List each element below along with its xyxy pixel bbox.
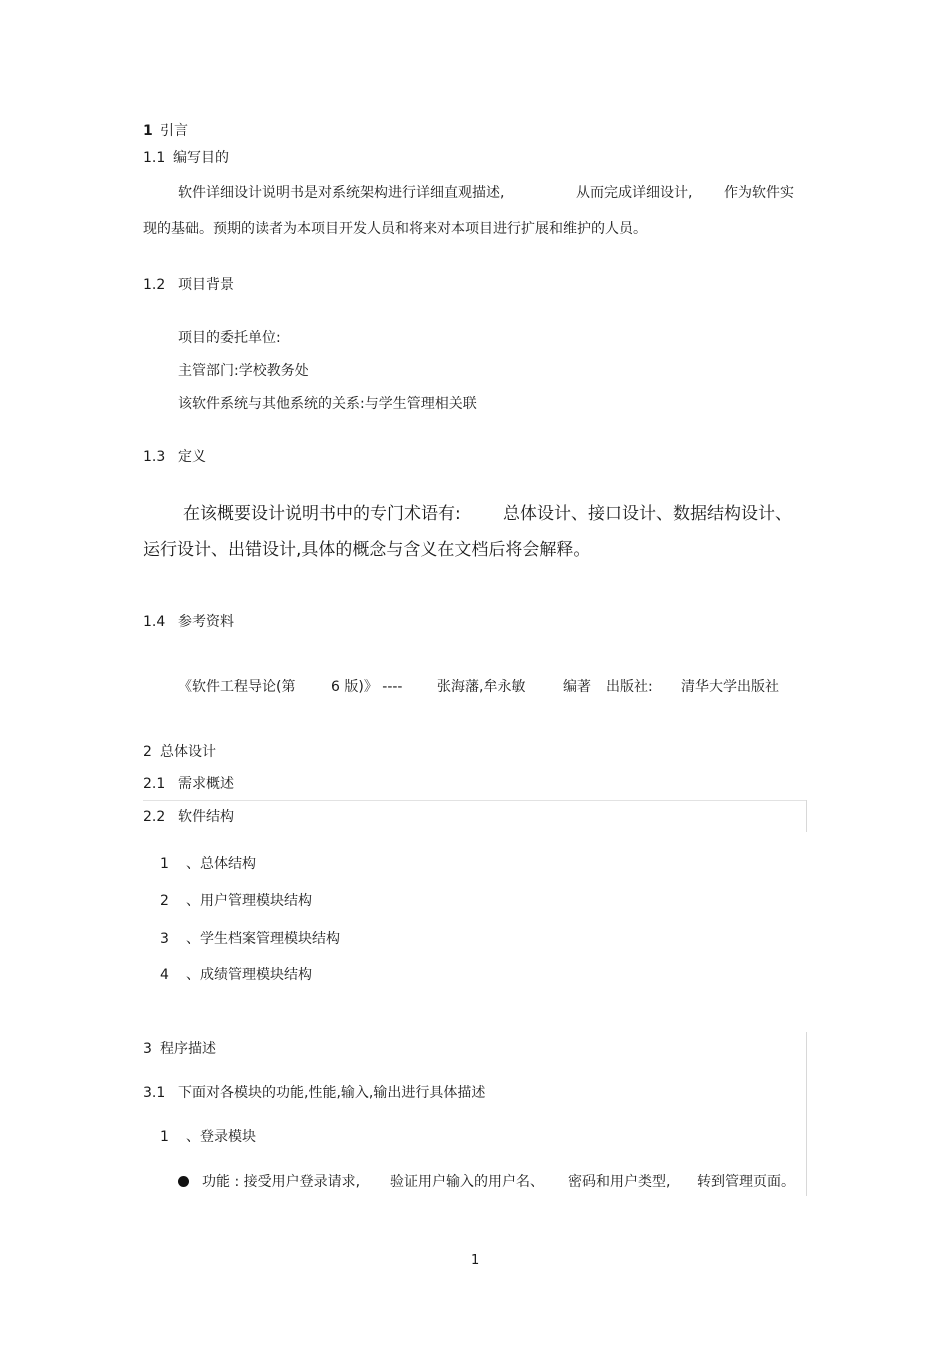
subsection-number: 1.2 [143,277,166,293]
section-title: 程序描述 [160,1041,216,1057]
list-item-label: 、学生档案管理模块结构 [186,931,340,947]
function-text: 功能 : 接受用户登录请求, [202,1174,361,1190]
paragraph-text: 项目的委托单位: [178,330,281,346]
paragraph-text: 软件详细设计说明书是对系统架构进行详细直观描述, [178,185,505,201]
divider [143,800,807,801]
subsection-title: 编写目的 [173,150,229,166]
list-item-number: 1 [160,1129,169,1145]
subsection-title: 项目背景 [178,277,234,293]
paragraph-text: 作为软件实 [724,185,794,201]
list-item-number: 4 [160,967,169,983]
reference-edition: 6 版)》 ---- [331,679,403,695]
definition-text: 在该概要设计说明书中的专门术语有: [183,504,461,524]
section-number: 3 [143,1041,152,1057]
function-text: 验证用户输入的用户名、 [390,1174,544,1190]
function-text: 密码和用户类型, [568,1174,671,1190]
subsection-title: 需求概述 [178,776,234,792]
subsection-title: 软件结构 [178,809,234,825]
subsection-title: 参考资料 [178,614,234,630]
bullet-icon [178,1176,189,1187]
paragraph-text: 从而完成详细设计, [576,185,693,201]
subsection-number: 3.1 [143,1085,166,1101]
list-item-number: 1 [160,856,169,872]
list-item-label: 、成绩管理模块结构 [186,967,312,983]
paragraph-text: 该软件系统与其他系统的关系:与学生管理相关联 [178,396,477,412]
section-number: 2 [143,744,152,760]
divider [806,1032,807,1196]
paragraph-text: 主管部门:学校教务处 [178,363,309,379]
reference-authors: 张海藩,牟永敏 [437,679,526,695]
subsection-number: 1.1 [143,150,166,166]
section-number: 1 [143,123,153,139]
subsection-title: 下面对各模块的功能,性能,输入,输出进行具体描述 [178,1085,486,1101]
subsection-number: 2.2 [143,809,166,825]
section-title: 总体设计 [160,744,216,760]
list-item-label: 、总体结构 [186,856,256,872]
list-item-number: 2 [160,893,169,909]
reference-book: 《软件工程导论(第 [178,679,296,695]
reference-publisher-label: 出版社: [606,679,653,695]
list-item-label: 、登录模块 [186,1129,256,1145]
reference-publisher: 清华大学出版社 [681,679,779,695]
subsection-title: 定义 [178,449,206,465]
subsection-number: 2.1 [143,776,166,792]
list-item-label: 、用户管理模块结构 [186,893,312,909]
subsection-number: 1.3 [143,449,166,465]
page-number: 1 [471,1253,480,1268]
definition-text: 运行设计、出错设计,具体的概念与含义在文档后将会解释。 [143,540,591,560]
list-item-number: 3 [160,931,169,947]
definition-text: 总体设计、接口设计、数据结构设计、 [503,504,792,524]
paragraph-text: 现的基础。预期的读者为本项目开发人员和将来对本项目进行扩展和维护的人员。 [143,221,647,237]
section-title: 引言 [160,123,188,139]
function-text: 转到管理页面。 [697,1174,795,1190]
subsection-number: 1.4 [143,614,166,630]
reference-role: 编著 [563,679,591,695]
divider [806,800,807,832]
